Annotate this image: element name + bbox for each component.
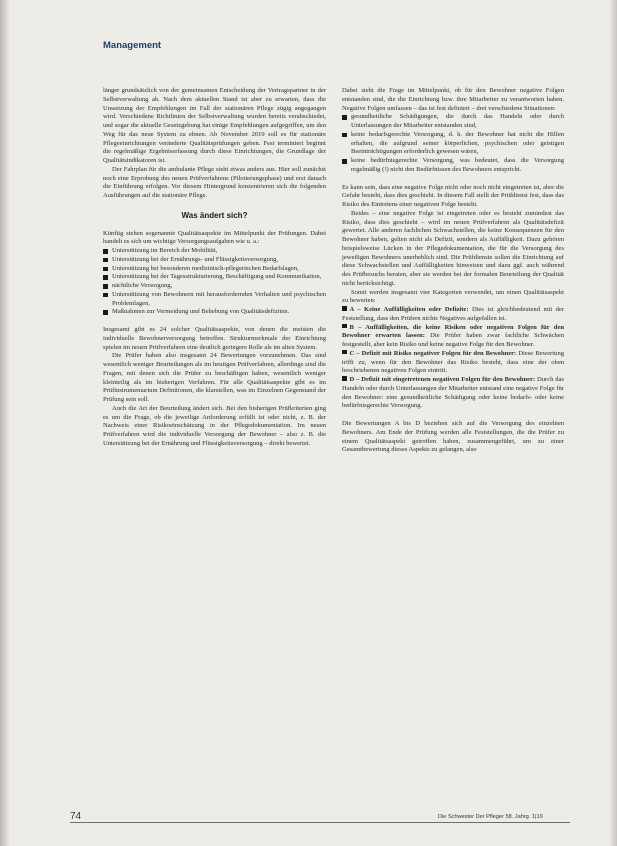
- paragraph: Es kann sein, dass eine negative Folge nicht oder noch nicht eingetreten ist, aber die Gefahr besteht, dass dies geschieht. In diesem Fall stellt der Prüfdienst fest, dass das Risiko des Eintretens einer negativen Folge besteht.: [342, 183, 564, 208]
- paragraph: länger grundsätzlich von der gemeinsamen Entscheidung der Vertragspartner in der Selbstverwaltung ab. Nach dem aktuellen Stand ist aber zu erwarten, dass die Umsetzung der Empfehlungen im Fall der stationären Pflege zügig angegangen wird. Verschiedene Richtlinien der Selbstverwaltung wurden bereits verabschiedet, und sogar die aktuelle Gesetzgebung hat einige Empfehlungen aufgegriffen, um den Weg für das neue System zu ebnen. Ab November 2019 soll es für stationäre Pflegeeinrichtungen veränderte Qualitätsprüfungen geben. Fest terminiert beginnt die regelmäßige Ergebniserfassung durch diese Einrichtungen, die Grundlage der Qualitätsindikatoren ist.: [103, 87, 326, 164]
- paragraph: Beides – eine negative Folge ist eingetreten oder es besteht zumindest das Risiko, dass dies geschieht – wird im neuen Prüfverfahren als Qualitätsdefizit gewertet. Alle anderen fachlichen Schwachstellen, die keine Konsequenzen für den Bewohner haben, gelten nicht als Defizit, sondern als Auffälligkeit. Dazu gehören beispielsweise Lücken in der Pflegedokumentation, die für die Versorgung des jeweiligen Bewohners unerheblich sind. Die Prüfdienste sollen die Einrichtung auf diese Schwachstellen und Auffälligkeiten hinweisen und dazu ggf. auch während des Prüfbesuchs beraten, aber sie werden bei der formalen Beurteilung der Qualität nicht berücksichtigt.: [342, 209, 564, 287]
- paragraph: Somit werden insgesamt vier Kategorien verwendet, um einen Qualitätsaspekt zu bewerten:: [342, 288, 564, 305]
- list-item: Unterstützung bei besonderen medizinisch-pflegerischen Bedarfslagen,: [103, 265, 326, 274]
- list-item: keine bedarfsgerechte Versorgung, d. h. der Bewohner hat nicht die Hilfen erhalten, die aufgrund seiner körperlichen, psychischen oder geistigen Beeinträchtigungen erforderlich gewesen wären,: [342, 131, 564, 157]
- bullet-square-icon: [342, 306, 347, 311]
- list-item: Maßnahmen zur Vermeidung und Behebung von Qualitätsdefiziten.: [103, 308, 326, 317]
- paragraph: Die Prüfer haben also insgesamt 24 Bewertungen vorzunehmen. Das sind wesentlich weniger Beurteilungen als im heutigen Prüfverfahren, allerdings sind die Fragen, mit denen sich die Prüfer zu beschäftigen haben, wesentlich weniger kleinteilig als im bisherigen Verfahren. Für alle Qualitätsaspekte gibt es im Prüfinstrumentarium Definitionen, die klarstellen, was im Einzelnen Gegenstand der Prüfung sein soll.: [103, 352, 326, 403]
- list-item: nächtliche Versorgung,: [103, 282, 326, 291]
- bullet-list: [342, 113, 564, 174]
- bullet-square-icon: [342, 350, 347, 355]
- category-b: B – Auffälligkeiten, die keine Risiken oder negativen Folgen für den Bewohner erwarten lassen: Die Prüfer haben zwar fachliche Schwächen festgestellt, aber kein Risiko und keine negative Folge für den Bewohner.: [342, 323, 564, 348]
- right-column: [342, 87, 564, 455]
- section-header: Management: [103, 40, 162, 51]
- list-item: Unterstützung bei der Tagesstrukturierung, Beschäftigung und Kommunikation,: [103, 273, 326, 282]
- footer-rule: [70, 822, 570, 823]
- category-a: A – Keine Auffälligkeiten oder Defizite: Dies ist gleichbedeutend mit der Feststellung, dass den Prüfern nichts Negatives aufgefallen ist.: [342, 306, 564, 322]
- list-item: Unterstützung bei der Ernährungs- und Flüssigkeitsversorgung,: [103, 256, 326, 265]
- list-item: keine bedürfnisgerechte Versorgung, was bedeutet, dass die Versorgung regelmäßig (!) nicht den Bedürfnissen des Bewohners entspricht.: [342, 157, 564, 175]
- bullet-list: [103, 247, 326, 317]
- bullet-square-icon: [342, 376, 347, 381]
- left-column: [103, 87, 326, 449]
- paragraph: Auch die Art der Beurteilung ändert sich. Bei den bisherigen Prüfkriterien ging es um die Frage, ob die jeweilige Anforderung erfüllt ist oder nicht, z. B. der Nachweis einer Risikoeinschätzung in der Pflegedokumentation. Im neuen Prüfverfahren wird die individuelle Versorgung der Bewohner – also z. B. die Unterstützung bei der Ernährung und Flüssigkeitsversorgung – direkt bewertet.: [103, 404, 326, 447]
- category-c: C – Defizit mit Risiko negativer Folgen für den Bewohner: Diese Bewertung trifft zu, wenn für den Bewohner das Risiko besteht, dass eine der oben beschriebenen negativen Folgen eintritt.: [342, 349, 564, 375]
- paragraph: Der Fahrplan für die ambulante Pflege sieht etwas anders aus. Hier soll zunächst noch eine Erprobung des neuen Prüfverfahrens (Pilotierungsphase) und erst danach die Einführung erfolgen. Vor diesem Hintergrund konzentrieren sich die folgenden Ausführungen auf die stationäre Pflege.: [103, 165, 326, 199]
- subheading: Was ändert sich?: [181, 210, 248, 220]
- paragraph: Künftig stehen sogenannte Qualitätsaspekte im Mittelpunkt der Prüfungen. Dabei handelt es sich um wichtige Versorgungsaufgaben wie u. a.:: [103, 229, 326, 246]
- list-item: Unterstützung im Bereich der Mobilität,: [103, 247, 326, 256]
- bullet-square-icon: [342, 324, 347, 329]
- list-item: Unterstützung von Bewohnern mit herausfordernden Verhalten und psychischen Problemlagen,: [103, 291, 326, 309]
- paragraph: Dabei steht die Frage im Mittelpunkt, ob für den Bewohner negative Folgen entstanden sind, die die Einrichtung bzw. ihre Mitarbeiter zu verantworten haben. Negative Folgen umfassen – das ist fest definiert – drei verschiedene Situationen:: [342, 87, 564, 112]
- paragraph: Die Bewertungen A bis D beziehen sich auf die Versorgung des einzelnen Bewohners. Am Ende der Prüfung werden alle Feststellungen, die die Prüfer zu einem Qualitätsaspekt getroffen haben, zusammengeführt, um zu einer Gesamtbewertung dieses Aspekts zu gelangen, also: [342, 420, 564, 454]
- list-item: gesundheitliche Schädigungen, die durch das Handeln oder durch Unterlassungen der Mitarbeiter entstanden sind,: [342, 113, 564, 131]
- category-d: D – Defizit mit eingetretenen negativen Folgen für den Bewohner: Durch das Handeln oder durch Unterlassungen der Mitarbeiter entstand eine negative Folge für den Bewohner: eine gesundheitliche Schädigung oder keine bedarfs- oder keine bedürfnisgerechte Versorgung.: [342, 376, 564, 410]
- paragraph: Insgesamt gibt es 24 solcher Qualitätsaspekte, von denen die meisten die individuelle Bewohnerversorgung betreffen. Strukturmerkmale der Einrichtung spielen im neuen Prüfverfahren eine deutlich geringere Rolle als im alten System.: [103, 326, 326, 351]
- page-number: 74: [70, 811, 82, 822]
- journal-reference: Die Schwester Der Pfleger 58. Jahrg. 1|19: [438, 814, 543, 820]
